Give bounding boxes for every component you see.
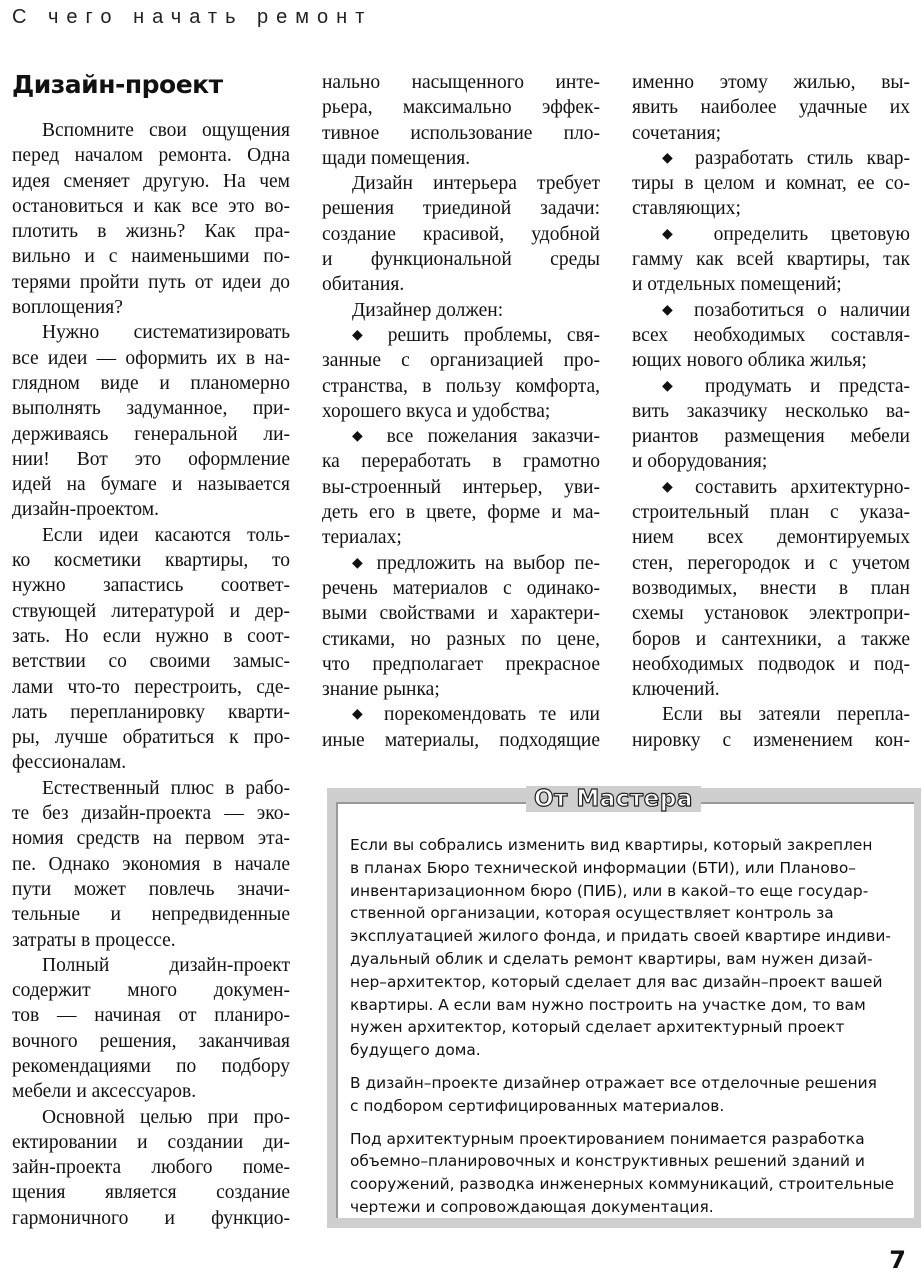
text-line-content: держиваясь генеральной ли- [12, 423, 290, 445]
text-line [12, 118, 290, 143]
text-line [12, 877, 290, 902]
text-line-content: дизайн-проектом. [12, 499, 159, 521]
text-line-content: выми свойствами и характери- [322, 603, 600, 625]
text-line [12, 776, 290, 801]
text-column-1 [12, 118, 290, 1231]
text-line-content: ющих нового облика жилья; [632, 350, 867, 372]
text-line [12, 902, 290, 927]
text-line-content: вочного решения, заканчивая [12, 1030, 290, 1052]
text-line-content: продумать и предста- [704, 375, 910, 397]
text-line [632, 399, 910, 424]
text-line-content: Основной целью при про- [42, 1106, 290, 1128]
text-line-content: рьера, максимально эффек- [322, 97, 600, 119]
text-line-content: ка переработать в грамотно [322, 451, 600, 473]
text-line [12, 1003, 290, 1028]
text-line-content: рекомендациями по подбору [12, 1055, 290, 1077]
text-line [322, 95, 600, 120]
text-line-content: Если вы затеяли перепла- [662, 704, 910, 726]
text-line [12, 548, 290, 573]
text-line [12, 700, 290, 725]
text-line [632, 95, 910, 120]
text-line [632, 702, 910, 727]
text-line [322, 627, 600, 652]
text-line [632, 475, 910, 500]
bullet-diamond-icon: ◆ [352, 327, 373, 343]
text-line-content: ставляющих; [632, 198, 741, 220]
text-line-content: обитания. [322, 274, 405, 296]
text-line [12, 928, 290, 953]
sidebar-line: эксплуатацией жилого фонда, и придать своей квартире индиви- [350, 927, 891, 946]
text-line [632, 525, 910, 550]
text-line-content: риантов размещения мебели [632, 426, 910, 448]
text-line-content: воплощения? [12, 297, 123, 319]
paragraph-gap [350, 1118, 895, 1128]
bullet-diamond-icon: ◆ [662, 378, 687, 394]
text-line [12, 624, 290, 649]
text-line-content: нально насыщенного инте- [322, 72, 600, 93]
sidebar-line: будущего дома. [350, 1041, 481, 1060]
text-line [632, 323, 910, 348]
text-line-content: номия средств на первом эта- [12, 828, 290, 850]
text-line-content: разработать стиль квар- [695, 147, 910, 169]
text-line [632, 551, 910, 576]
text-line-content: именно этому жилью, вы- [632, 72, 910, 93]
text-line-content: идей на бумаге и называется [12, 474, 290, 496]
text-line [12, 1079, 290, 1104]
text-line [632, 627, 910, 652]
text-line-content: боров и сантехники, а также [632, 628, 910, 650]
text-line [322, 272, 600, 297]
sidebar-title: От Мастера [526, 786, 701, 812]
text-line [632, 70, 910, 95]
text-line-content: и функциональной среды [322, 249, 600, 271]
text-line [12, 1155, 290, 1180]
text-line [322, 525, 600, 550]
text-line-content: составить архитектурно- [695, 476, 910, 498]
text-line-content: решения триединой задачи: [322, 198, 600, 220]
text-line [12, 750, 290, 775]
text-line [12, 801, 290, 826]
text-line [322, 247, 600, 272]
text-line-content: схемы установок электропри- [632, 603, 910, 625]
sidebar-line: Если вы собрались изменить вид квартиры, который закреплен [350, 836, 873, 854]
text-line-content: Естественный плюс в рабо- [42, 777, 290, 799]
text-line-content: необходимых подводок и под- [632, 653, 910, 675]
text-column-2 [322, 70, 600, 753]
text-line-content: глядном виде и планомерно [12, 372, 290, 394]
text-line [322, 475, 600, 500]
text-line-content: странства, в пользу комфорта, [322, 375, 600, 397]
text-line [12, 219, 290, 244]
text-line [12, 497, 290, 522]
text-line-content: ры, лучше обратиться к про- [12, 727, 290, 749]
text-line-content: щади помещения. [322, 147, 471, 169]
text-line [12, 1180, 290, 1205]
text-line-content: и отдельных помещений; [632, 274, 842, 296]
text-line [12, 295, 290, 320]
text-line-content: пе. Однако экономия в начале [12, 853, 290, 875]
text-line [12, 826, 290, 851]
text-line [12, 1054, 290, 1079]
bullet-diamond-icon: ◆ [352, 707, 371, 723]
text-line-content: содержит много докумен- [12, 980, 290, 1002]
text-line [632, 449, 910, 474]
text-line-content: ключений. [632, 679, 720, 701]
text-line [12, 371, 290, 396]
text-line [12, 320, 290, 345]
sidebar-line: квартиры. А если вам нужно построить на участке дом, то вам [350, 995, 866, 1014]
text-line-content: все пожелания заказчи- [386, 426, 600, 448]
text-line-content: фессионалам. [12, 752, 127, 774]
text-line [12, 244, 290, 269]
text-line [632, 272, 910, 297]
text-column-3 [632, 70, 910, 753]
sidebar-line: дуальный облик и сделать ремонт квартиры, вам нужен дизай- [350, 949, 873, 968]
text-line [632, 196, 910, 221]
text-line-content: нии! Вот это оформление [12, 448, 290, 470]
text-line-content: создание красивой, удобной [322, 223, 600, 245]
text-line-content: нировку с изменением кон- [632, 729, 910, 751]
text-line-content: Вспомните свои ощущения [42, 120, 290, 141]
text-line [322, 374, 600, 399]
text-line-content: сочетания; [632, 122, 722, 144]
text-line [632, 677, 910, 702]
text-line [12, 396, 290, 421]
text-line-content: нием всех демонтируемых [632, 527, 910, 549]
text-line-content: речень материалов с одинако- [322, 577, 600, 599]
bullet-diamond-icon: ◆ [352, 429, 373, 445]
text-line-content: деть его в цвете, форме и ма- [322, 502, 600, 524]
running-head: С чего начать ремонт [12, 6, 373, 28]
sidebar-text [350, 834, 895, 1219]
text-line-content: перед началом ремонта. Одна [12, 145, 290, 167]
text-line-content: иные материалы, подходящие [322, 729, 600, 751]
text-line [322, 702, 600, 727]
text-line [322, 348, 600, 373]
text-line-content: стен, перегородок и с учетом [632, 552, 910, 574]
text-line-content: остановиться и как все это во- [12, 195, 290, 217]
text-line-content: зать. Но если нужно в соот- [12, 625, 290, 647]
text-line-content: занные с организацией про- [322, 350, 600, 372]
text-line [12, 573, 290, 598]
sidebar-line: с подбором сертифицированных материалов. [350, 1096, 725, 1115]
sidebar-line: чертежи и сопровождающая документация. [350, 1197, 714, 1216]
text-line [322, 196, 600, 221]
text-line-content: определить цветовую [713, 223, 910, 245]
text-line [12, 1029, 290, 1054]
bullet-diamond-icon: ◆ [662, 226, 691, 242]
text-line [12, 523, 290, 548]
text-line-content: затраты в процессе. [12, 929, 176, 951]
text-line-content: лать перепланировку кварти- [12, 701, 290, 723]
text-line-content: Полный дизайн-проект [42, 954, 290, 976]
text-line [12, 1105, 290, 1130]
text-line-content: зайн-проекта любого поме- [12, 1157, 290, 1179]
text-line [12, 472, 290, 497]
text-line [322, 728, 600, 753]
text-line-content: идея сменяет другую. На чем [12, 170, 290, 192]
text-line [12, 852, 290, 877]
text-line [632, 222, 910, 247]
text-line-content: тиры в целом и комнат, ее со- [632, 173, 910, 195]
text-line-content: все идеи — оформить их в на- [12, 347, 290, 369]
text-line [12, 649, 290, 674]
text-line [322, 652, 600, 677]
text-line-content: вить заказчику несколько ва- [632, 400, 910, 422]
text-line [322, 121, 600, 146]
sidebar-line: Под архитектурным проектированием понимается разработка [350, 1129, 865, 1148]
text-line-content: те без дизайн-проекта — эко- [12, 803, 290, 825]
text-line [12, 675, 290, 700]
sidebar-line: нер–архитектор, который сделает для вас дизайн–проект вашей [350, 972, 883, 991]
text-line-content: выполнять задуманное, при- [12, 398, 290, 420]
text-line-content: возводимых, внести в план [632, 577, 910, 599]
text-line-content: и оборудования; [632, 451, 768, 473]
text-line [322, 70, 600, 95]
text-line [322, 171, 600, 196]
text-line [632, 146, 910, 171]
text-line-content: Нужно систематизировать [42, 322, 290, 344]
bullet-diamond-icon: ◆ [662, 150, 682, 166]
paragraph-gap [350, 1062, 895, 1072]
text-line-content: вы-строенный интерьер, уви- [322, 476, 600, 498]
text-line-content: гамму как всей квартиры, так [632, 249, 910, 271]
text-line [632, 171, 910, 196]
text-line-content: ектировании и создании ди- [12, 1131, 290, 1153]
text-line-content: предложить на выбор пе- [376, 552, 600, 574]
text-line [322, 298, 600, 323]
text-line [322, 449, 600, 474]
text-line [322, 576, 600, 601]
text-line [12, 270, 290, 295]
text-line [12, 143, 290, 168]
text-line [12, 422, 290, 447]
text-line [12, 599, 290, 624]
text-line-content: знание рынка; [322, 679, 440, 701]
text-line [632, 424, 910, 449]
text-line-content: строительный план с указа- [632, 502, 910, 524]
text-line-content: ветствии со своими замыс- [12, 651, 290, 673]
text-line-content: решить проблемы, свя- [387, 324, 600, 346]
text-line [632, 374, 910, 399]
text-line [12, 1206, 290, 1231]
text-line [322, 424, 600, 449]
sidebar-line: инвентаризационном бюро (ПИБ), или в какой–то еще государ- [350, 881, 869, 900]
text-line-content: мебели и аксессуаров. [12, 1081, 197, 1103]
text-line-content: Дизайнер должен: [352, 299, 504, 321]
text-line-content: ствующей литературой и дер- [12, 600, 290, 622]
text-line-content: нужно запастись соответ- [12, 575, 290, 597]
text-line [322, 551, 600, 576]
text-line-content: явить наиболее удачные их [632, 97, 910, 119]
section-title: Дизайн-проект [12, 70, 223, 99]
sidebar-line: ственной организации, которая осуществляет контроль за [350, 904, 834, 923]
sidebar-line: В дизайн–проекте дизайнер отражает все отделочные решения [350, 1073, 877, 1092]
text-line-content: всех необходимых составля- [632, 324, 910, 346]
bullet-diamond-icon: ◆ [352, 555, 368, 571]
text-line [12, 725, 290, 750]
text-line [12, 346, 290, 371]
text-line-content: териалах; [322, 527, 402, 549]
text-line-content: хорошего вкуса и удобства; [322, 400, 551, 422]
text-line-content: тельные и непредвиденные [12, 904, 290, 926]
text-line-content: порекомендовать те или [384, 704, 600, 726]
text-line [632, 652, 910, 677]
text-line-content: ко косметики квартиры, то [12, 550, 290, 572]
text-line-content: Если идеи касаются толь- [42, 524, 290, 546]
text-line [12, 169, 290, 194]
text-line-content: гармоничного и функцио- [12, 1207, 290, 1229]
text-line [322, 677, 600, 702]
text-line-content: вильно и с наименьшими по- [12, 246, 290, 268]
text-line-content: пути может повлечь значи- [12, 878, 290, 900]
sidebar-line: нужен архитектор, который сделает архитектурный проект [350, 1018, 845, 1037]
text-line [632, 601, 910, 626]
text-line [322, 323, 600, 348]
text-line-content: позаботиться о наличии [694, 299, 910, 321]
page-number: 7 [889, 1246, 906, 1274]
text-line [322, 399, 600, 424]
text-line-content: Дизайн интерьера требует [352, 173, 600, 195]
bullet-diamond-icon: ◆ [662, 479, 682, 495]
sidebar-line: объемно–планировочных и конструктивных решений зданий и [350, 1152, 865, 1171]
text-line-content: тивное использование пло- [322, 122, 600, 144]
text-line [632, 298, 910, 323]
text-line-content: терями пройти путь от идеи до [12, 271, 290, 293]
text-line-content: что предполагает прекрасное [322, 653, 600, 675]
text-line [632, 348, 910, 373]
text-line [12, 953, 290, 978]
bullet-diamond-icon: ◆ [662, 302, 681, 318]
text-line [632, 121, 910, 146]
text-line [322, 146, 600, 171]
text-line-content: щения является создание [12, 1182, 290, 1204]
text-line [322, 601, 600, 626]
text-line-content: тов — начиная от планиро- [12, 1005, 290, 1027]
sidebar-line: в планах Бюро технической информации (БТИ), или Планово– [350, 858, 856, 877]
text-line [632, 247, 910, 272]
text-line-content: стиками, но разных по цене, [322, 628, 600, 650]
text-line [632, 576, 910, 601]
text-line-content: лами что-то перестроить, сде- [12, 676, 290, 698]
text-line-content: плотить в жизнь? Как пра- [12, 221, 290, 243]
text-line [322, 222, 600, 247]
text-line [322, 500, 600, 525]
text-line [12, 447, 290, 472]
text-line [632, 728, 910, 753]
text-line [12, 194, 290, 219]
text-line [12, 1130, 290, 1155]
text-line [632, 500, 910, 525]
text-line [12, 978, 290, 1003]
sidebar-line: сооружений, разводка инженерных коммуникаций, строительные [350, 1175, 895, 1194]
